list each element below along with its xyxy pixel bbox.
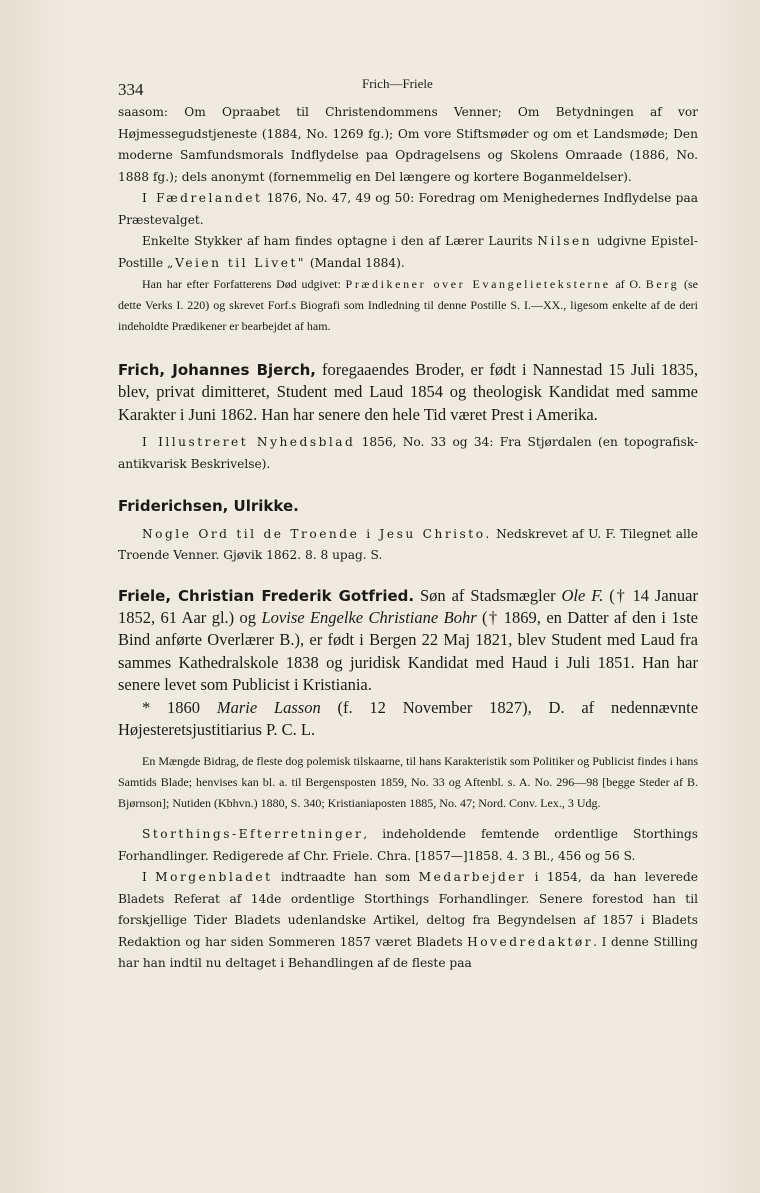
entry-heading: Friele, Christian Frederik Gotfried. (118, 586, 415, 605)
entry-heading: Friderichsen, Ulrikke. (118, 497, 299, 516)
frich-prev-faedrelandet (118, 188, 698, 231)
page-header (118, 72, 698, 102)
paper-name: Morgenbladet (155, 870, 273, 885)
entry-text-c: († 1869, en Datter af den i 1ste Bind anførte Overlærer B.), er født i Bergen 22 Maj 1821, blev Student med Laud fra sammes Kathedralskole 1838 og juridisk Kandidat med Haud i Juli 1851. Han har senere levet som Publicist i Kristiania. (118, 608, 698, 695)
friele-work-storthing (118, 824, 698, 867)
page-number: 334 (118, 80, 144, 99)
entry-text-a: Søn af Stadsmægler (414, 585, 562, 605)
wife-name: Marie Lasson (216, 697, 321, 717)
note-text-a: Han har efter Forfatterens Død udgivet: (142, 277, 346, 291)
work-title: Nogle Ord til de Troende i Jesu Christo. (142, 526, 492, 541)
postille-text-a: Enkelte Stykker af ham findes optagne i den af Lærer Laurits (142, 234, 538, 248)
entry-friderichsen (118, 495, 698, 517)
entry-heading: Frich, Johannes Bjerch, (118, 361, 316, 379)
note-text-b: af O. (610, 277, 646, 291)
source-text: 1876, No. 47, 49 og 50: Foredrag om Menighedernes Indflydelse paa Præstevalget. (118, 191, 698, 227)
entry-text: foregaaendes Broder, er født i Nannestad 15 Juli 1835, blev, privat dimitteret, Student med Laud 1854 og theologisk Kandidat med samme Karakter i Juni 1862. Han har senere den hele Tid været Prest i Amerika. (118, 360, 698, 424)
friele-work-morgenbladet (118, 867, 698, 975)
entry-text-b: († 14 Januar 1852, 61 Aar gl.) og (118, 585, 698, 628)
friele-note (118, 751, 698, 814)
note-name: Berg (645, 277, 680, 291)
role-name: Medarbejder (418, 870, 527, 885)
postille-text-b: udgivne Epistel-Postille (118, 234, 698, 270)
work-title: Storthings-Efterretninger (142, 827, 364, 842)
work-text: , indeholdende femtende ordentlige Storthings Forhandlinger. Redigerede af Chr. Friele. Chra. [1857—]1858. 4. 3 Bl., 456 og 56 S. (118, 827, 698, 863)
role-name-2: Hovedredaktør (467, 934, 594, 949)
source-name: I Fædrelandet (142, 191, 263, 205)
postille-text-c: (Mandal 1884). (306, 255, 405, 270)
work-text-d: . I denne Stilling har han indtil nu deltaget i Behandlingen af de fleste paa (118, 934, 698, 971)
note-title: Prædikener over Evangelieteksterne (345, 277, 611, 291)
friderichsen-work (118, 524, 698, 567)
entry-frich-johannes (118, 359, 698, 426)
father-name: Ole F. (561, 585, 604, 605)
marriage-text-b: (f. 12 November 1827), D. af nedennævnte Højesteretsjustitiarius P. C. L. (118, 697, 699, 740)
source-name: I Illustreret Nyhedsblad (142, 435, 356, 450)
entry-friele (118, 585, 698, 697)
works-text: saasom: Om Opraabet til Christendommens Venner; Om Betydningen af vor Højmessegudstjeneste (1884, No. 1269 fg.); Om vore Stiftsmøder og om et Landsmøde; Den moderne Samfundsmorals Indflydelse paa Opdragelsens og Skolens Omraade (1886, No. 1888 fg.); dels anonymt (fornemmelig en Del længere og kortere Boganmeldelser). (118, 105, 698, 184)
note-text: En Mængde Bidrag, de fleste dog polemisk tilskaarne, til hans Karakteristik som Politiker og Publicist findes i hans Samtids Blade; henvises kan bl. a. til Bergensposten 1859, No. 33 og Aftenbl. s. A. No. 296—98 [begge Steder af B. Bjørnson]; Nutiden (Kbhvn.) 1880, S. 340; Kristianiaposten 1885, No. 47; Nord. Conv. Lex., 3 Udg. (118, 754, 698, 811)
friele-marriage (118, 697, 698, 742)
frich-johannes-source (118, 432, 698, 475)
frich-prev-postille (118, 231, 698, 274)
marriage-text-a: * 1860 (142, 697, 217, 717)
editor-name: Nilsen (537, 234, 593, 248)
frich-prev-works (118, 102, 698, 188)
work-text-b: indtraadte han som (272, 870, 419, 885)
work-text: Nedskrevet af U. F. Tilegnet alle Troende Venner. Gjøvik 1862. 8. 8 upag. S. (118, 526, 698, 563)
postille-title: „Veien til Livet" (166, 255, 307, 270)
frich-prev-note (118, 274, 698, 337)
mother-name: Lovise Engelke Christiane Bohr (261, 608, 477, 628)
work-text-c: i 1854, da han leverede Bladets Referat af 14de ordentlige Storthings Forhandlinger. Senere forestod han til forskjellige Tider Bladets udenlandske Artikel, deltog fra Begyndelsen af 1857 i Bladets Redaktion og har siden Sommeren 1857 været Bladets (118, 870, 698, 949)
running-head: Frich—Friele (362, 76, 433, 91)
work-text-a: I (142, 870, 156, 885)
source-text: 1856, No. 33 og 34: Fra Stjørdalen (en topografisk-antikvarisk Beskrivelse). (118, 435, 698, 471)
note-text-c: (se dette Verks I. 220) og skrevet Forf.s Biografi som Indledning til denne Postille S. I.—XX., ligesom enkelte af de deri indeholdte Prædikener er bearbejdet af ham. (118, 277, 698, 333)
